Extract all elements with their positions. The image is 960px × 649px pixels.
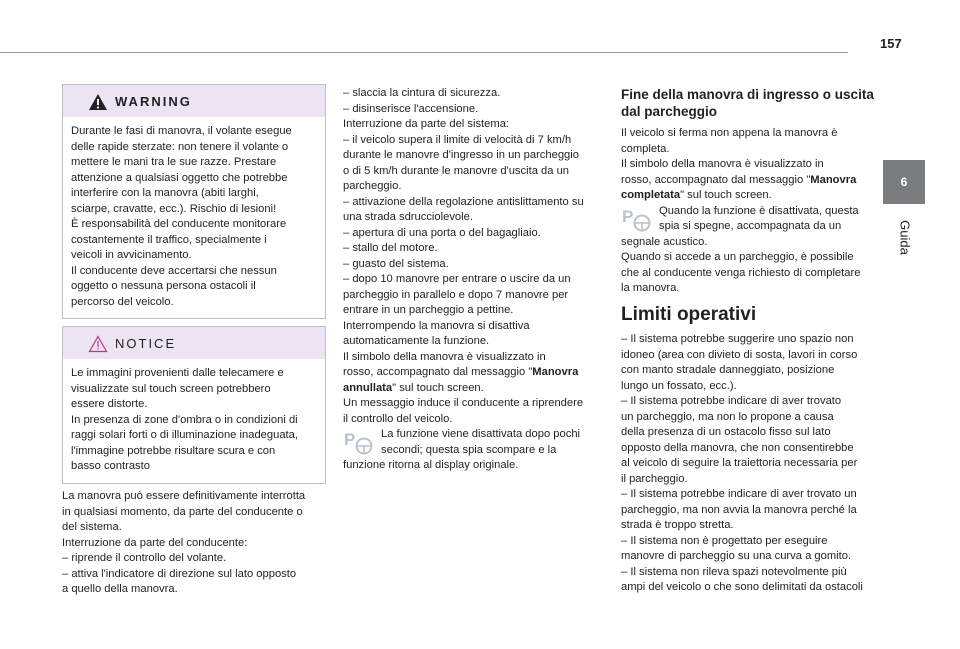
limit-line: – Il sistema potrebbe indicare di aver trovato un xyxy=(621,488,857,500)
chapter-tab[interactable]: 6 xyxy=(883,160,925,204)
notice-header xyxy=(63,327,325,359)
text-line: parcheggio. xyxy=(343,180,402,192)
notice-line: raggi solari forti o di illuminazione inadeguata, xyxy=(71,429,298,441)
limit-line: con manto stradale danneggiato, posizione xyxy=(621,364,835,376)
text-line: – stallo del motore. xyxy=(343,242,438,254)
spia-note xyxy=(621,204,883,235)
svg-text:P: P xyxy=(622,206,634,226)
text-line: entrare in un parcheggio a pettine. xyxy=(343,304,514,316)
column-3 xyxy=(621,86,883,596)
warning-line: sciarpe, cravatte, ecc.). Rischio di lesioni! xyxy=(71,202,277,215)
completed-message-bold-2: completata xyxy=(621,189,681,201)
limit-line: – Il sistema non è progettato per eseguire xyxy=(621,534,828,547)
notice-line: visualizzate sul touch screen potrebbero xyxy=(71,382,271,395)
limit-line: parcheggio, ma non avvia la manovra perché la xyxy=(621,503,857,516)
text-line: Interruzione da parte del conducente: xyxy=(62,536,248,549)
limit-line: un parcheggio, ma non lo propone a causa xyxy=(621,410,834,423)
warning-line: Durante le fasi di manovra, il volante esegue xyxy=(71,125,292,137)
notice-line: l'immagine potrebbe risultare scura e con xyxy=(71,444,276,457)
deactivation-note xyxy=(343,427,605,458)
warning-line: delle rapide sterzate: non tenere il volante o xyxy=(71,140,289,153)
text-line: Il simbolo della manovra è visualizzato in xyxy=(621,158,824,170)
park-assist-icon xyxy=(343,428,375,456)
spia-note-text xyxy=(659,204,883,235)
column-2-after-text xyxy=(343,396,605,427)
warning-line: Il conducente deve accertarsi che nessun xyxy=(71,264,277,277)
text-line: – riprende il controllo del volante. xyxy=(62,552,227,564)
text-line: Quando si accede a un parcheggio, è possibile xyxy=(621,251,854,263)
interruption-text xyxy=(62,489,332,598)
text-line: secondi; questa spia scompare e la xyxy=(381,443,557,456)
warning-line: attenzione a qualsiasi oggetto che potrebbe xyxy=(71,171,288,184)
text-line: del sistema. xyxy=(62,521,122,533)
cancelled-message-line-2: annullata" sul touch screen. xyxy=(343,381,484,394)
completed-message-line: rosso, accompagnato dal messaggio "Manovra xyxy=(621,173,857,186)
text-line: Quando la funzione è disattivata, questa xyxy=(659,204,859,217)
limit-line: – Il sistema potrebbe suggerire uno spazio non xyxy=(621,333,854,345)
warning-text xyxy=(63,117,325,318)
warning-line: oggetto o nessuna persona ostacoli il xyxy=(71,280,256,292)
text-line: – il veicolo supera il limite di velocità di 7 km/h xyxy=(343,133,572,146)
text-line: completa. xyxy=(621,142,670,155)
header-rule xyxy=(0,52,848,53)
text-line: il controllo del veicolo. xyxy=(343,412,453,425)
text-line: segnale acustico. xyxy=(621,235,708,248)
limit-line: lungo un fossato, ecc.). xyxy=(621,379,737,392)
text-line: in qualsiasi momento, da parte del conducente o xyxy=(62,505,303,518)
limit-line: strada è troppo stretta. xyxy=(621,519,734,531)
text-line: – disinserisce l'accensione. xyxy=(343,102,479,115)
text-line: parcheggio in parallelo e dopo 7 manovre per xyxy=(343,288,569,301)
notice-box xyxy=(62,326,326,484)
limit-line: idoneo (area con divieto di sosta, lavori in corso xyxy=(621,348,858,361)
notice-title: NOTICE xyxy=(115,336,177,351)
text-line: Il veicolo si ferma non appena la manovra è xyxy=(621,127,838,139)
notice-text xyxy=(63,359,325,483)
cancelled-message-bold-2: annullata xyxy=(343,381,393,394)
text-line: una strada sdrucciolevole. xyxy=(343,211,473,223)
park-assist-icon xyxy=(621,205,653,233)
notice-line: Le immagini provenienti dalle telecamere e xyxy=(71,367,284,379)
end-manoeuvre-after-text xyxy=(621,235,883,297)
text-line: Il simbolo della manovra è visualizzato in xyxy=(343,350,546,363)
limit-line: manovre di parcheggio su una curva a gomito. xyxy=(621,550,852,562)
limit-line: – Il sistema non rileva spazi notevolmente più xyxy=(621,565,847,578)
cancelled-message-line: rosso, accompagnato dal messaggio "Manovra xyxy=(343,366,579,378)
limits-text xyxy=(621,332,883,596)
text-line: a quello della manovra. xyxy=(62,583,178,595)
limit-line: – Il sistema potrebbe indicare di aver trovato xyxy=(621,395,842,407)
text-line: la manovra. xyxy=(621,282,680,294)
column-2-text xyxy=(343,86,605,365)
limit-line: della presenza di un ostacolo fisso sul lato xyxy=(621,426,831,438)
chapter-name: Guida xyxy=(897,220,913,255)
warning-title: WARNING xyxy=(115,94,192,109)
warning-line: costantemente il traffico, specialmente i xyxy=(71,233,267,246)
limit-line: opposto della manovra, che non consentirebbe xyxy=(621,441,854,454)
text-line: – attiva l'indicatore di direzione sul lato opposto xyxy=(62,567,297,580)
limits-heading: Limiti operativi xyxy=(621,303,757,325)
warning-line: È responsabilità del conducente monitorare xyxy=(71,218,287,230)
text-line: che al conducente venga richiesto di completare xyxy=(621,266,861,279)
text-line: La manovra può essere definitivamente interrotta xyxy=(62,490,306,502)
warning-line: mettere le mani tra le sue razze. Prestare xyxy=(71,156,277,168)
warning-line: interferire con la manovra (abiti larghi, xyxy=(71,187,259,199)
notice-line: basso contrasto xyxy=(71,460,150,472)
text-line: Interruzione da parte del sistema: xyxy=(343,118,510,130)
completed-message-line-2: completata" sul touch screen. xyxy=(621,189,772,201)
warning-box xyxy=(62,84,326,319)
deactivation-note-tail: funzione ritorna al display originale. xyxy=(343,459,519,471)
deactivation-note-text xyxy=(381,427,605,458)
limit-line: ampi del veicolo o che sono delimitati da ostacoli xyxy=(621,581,863,593)
notice-line: In presenza di zone d'ombra o in condizioni di xyxy=(71,413,298,426)
notice-icon xyxy=(88,335,108,353)
warning-line: veicoli in avvicinamento. xyxy=(71,249,192,261)
text-line: automaticamente la funzione. xyxy=(343,335,490,347)
text-line: La funzione viene disattivata dopo pochi xyxy=(381,428,581,440)
page-number: 157 xyxy=(880,36,902,51)
warning-header xyxy=(63,85,325,117)
warning-icon xyxy=(88,93,108,111)
text-line: – dopo 10 manovre per entrare o uscire da un xyxy=(343,273,571,285)
limit-line: al veicolo di seguire la traiettoria necessaria per xyxy=(621,457,858,469)
completed-message-bold: Manovra xyxy=(810,173,857,186)
text-line: Un messaggio induce il conducente a riprendere xyxy=(343,397,584,409)
text-line: o di 5 km/h durante le manovre d'uscita da un xyxy=(343,164,570,177)
column-2 xyxy=(343,86,605,474)
text-line: – slaccia la cintura di sicurezza. xyxy=(343,87,501,99)
text-line: durante le manovre d'ingresso in un parcheggio xyxy=(343,149,579,161)
end-manoeuvre-heading: Fine della manovra di ingresso o uscita dal parcheggio xyxy=(621,87,874,119)
text-line: – attivazione della regolazione antislittamento su xyxy=(343,195,584,208)
warning-line: percorso del veicolo. xyxy=(71,295,174,308)
end-manoeuvre-text xyxy=(621,126,883,173)
limit-line: il parcheggio. xyxy=(621,472,688,485)
text-line: – apertura di una porta o del bagagliaio. xyxy=(343,226,541,239)
chapter-label xyxy=(897,210,913,270)
text-line: spia si spegne, accompagnata da un xyxy=(659,220,842,232)
text-line: – guasto del sistema. xyxy=(343,257,449,270)
svg-text:P: P xyxy=(344,430,356,449)
notice-line: essere distorte. xyxy=(71,398,148,410)
cancelled-message-bold: Manovra xyxy=(532,366,579,378)
text-line: Interrompendo la manovra si disattiva xyxy=(343,319,530,332)
